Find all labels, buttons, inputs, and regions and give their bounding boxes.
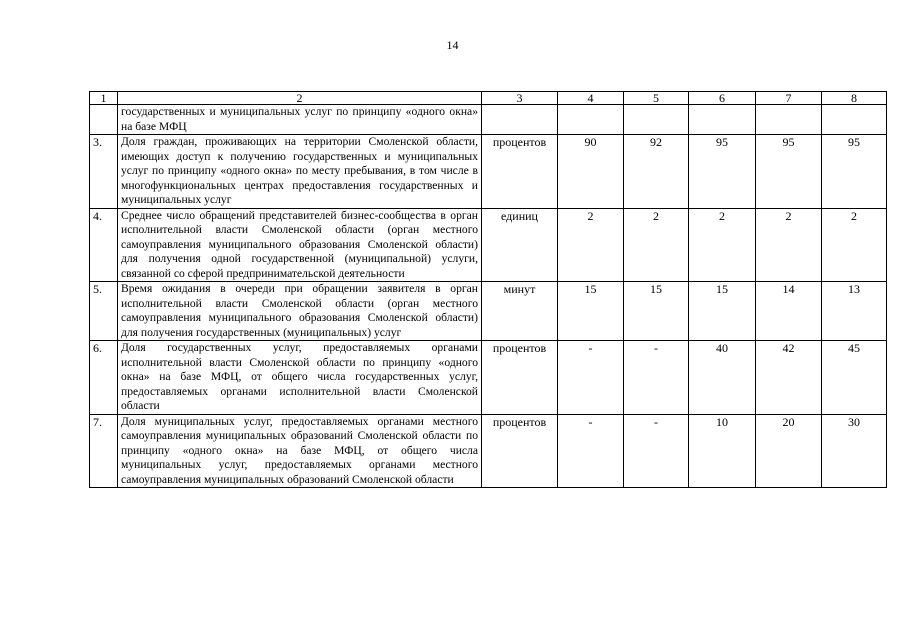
value-cell: 90 [558, 135, 624, 209]
table-row [90, 105, 887, 135]
value-cell: 13 [822, 282, 887, 341]
indicators-table [89, 91, 887, 488]
indicator-description: Доля граждан, проживающих на территории Смоленской области, имеющих доступ к получению государственных и муниципальных услуг по принципу «одного окна» по месту пребывания, в том числе в многофункциональных центрах предоставления государственных и муниципальных услуг [118, 135, 482, 209]
value-cell [558, 105, 624, 135]
value-cell: 42 [756, 341, 822, 415]
value-cell: 45 [822, 341, 887, 415]
value-cell: 15 [624, 282, 689, 341]
column-header: 8 [822, 92, 887, 105]
value-cell: 95 [822, 135, 887, 209]
unit-cell: минут [482, 282, 558, 341]
value-cell: 10 [689, 414, 756, 488]
column-header: 4 [558, 92, 624, 105]
indicator-description: Среднее число обращений представителей бизнес-сообщества в орган исполнительной власти Смоленской области (орган местного самоуправления муниципального образования Смоленской области) для получения одной государственной (муниципальной) услуги, связанной со сферой предпринимательской деятельности [118, 208, 482, 282]
unit-cell: процентов [482, 135, 558, 209]
table-row [90, 414, 887, 488]
value-cell: - [558, 341, 624, 415]
row-number [90, 105, 118, 135]
value-cell: 2 [756, 208, 822, 282]
value-cell: 15 [558, 282, 624, 341]
page-number: 14 [446, 38, 459, 52]
value-cell: - [558, 414, 624, 488]
unit-cell: процентов [482, 341, 558, 415]
row-number: 4. [90, 208, 118, 282]
value-cell [756, 105, 822, 135]
value-cell [624, 105, 689, 135]
value-cell: 2 [558, 208, 624, 282]
column-header: 5 [624, 92, 689, 105]
unit-cell [482, 105, 558, 135]
column-header: 1 [90, 92, 118, 105]
table-row [90, 208, 887, 282]
value-cell: 95 [756, 135, 822, 209]
indicator-description: Доля государственных услуг, предоставляемых органами исполнительной власти Смоленской области по принципу «одного окна» на базе МФЦ, от общего числа государственных услуг, предоставляемых органами исполнительной власти Смоленской области [118, 341, 482, 415]
indicator-description: Доля муниципальных услуг, предоставляемых органами местного самоуправления муниципальных образований Смоленской области по принципу «одного окна» на базе МФЦ, от общего числа муниципальных услуг, предоставляемых органами местного самоуправления муниципальных образований Смоленской области [118, 414, 482, 488]
row-number: 7. [90, 414, 118, 488]
row-number: 3. [90, 135, 118, 209]
value-cell: - [624, 341, 689, 415]
value-cell: 30 [822, 414, 887, 488]
column-header: 3 [482, 92, 558, 105]
value-cell [689, 105, 756, 135]
value-cell: 2 [822, 208, 887, 282]
row-number: 6. [90, 341, 118, 415]
indicator-description: Время ожидания в очереди при обращении заявителя в орган исполнительной власти Смоленской области (орган местного самоуправления муниципального образования Смоленской области) для получения государственных (муниципальных) услуг [118, 282, 482, 341]
column-header: 7 [756, 92, 822, 105]
value-cell: 95 [689, 135, 756, 209]
unit-cell: процентов [482, 414, 558, 488]
table-row [90, 341, 887, 415]
value-cell: 92 [624, 135, 689, 209]
table-header-row [90, 92, 887, 105]
row-number: 5. [90, 282, 118, 341]
value-cell: 14 [756, 282, 822, 341]
column-header: 2 [118, 92, 482, 105]
value-cell: 20 [756, 414, 822, 488]
value-cell [822, 105, 887, 135]
value-cell: 2 [624, 208, 689, 282]
unit-cell: единиц [482, 208, 558, 282]
value-cell: 2 [689, 208, 756, 282]
value-cell: - [624, 414, 689, 488]
value-cell: 15 [689, 282, 756, 341]
table-row [90, 282, 887, 341]
value-cell: 40 [689, 341, 756, 415]
table-row [90, 135, 887, 209]
indicator-description: государственных и муниципальных услуг по принципу «одного окна» на базе МФЦ [118, 105, 482, 135]
column-header: 6 [689, 92, 756, 105]
